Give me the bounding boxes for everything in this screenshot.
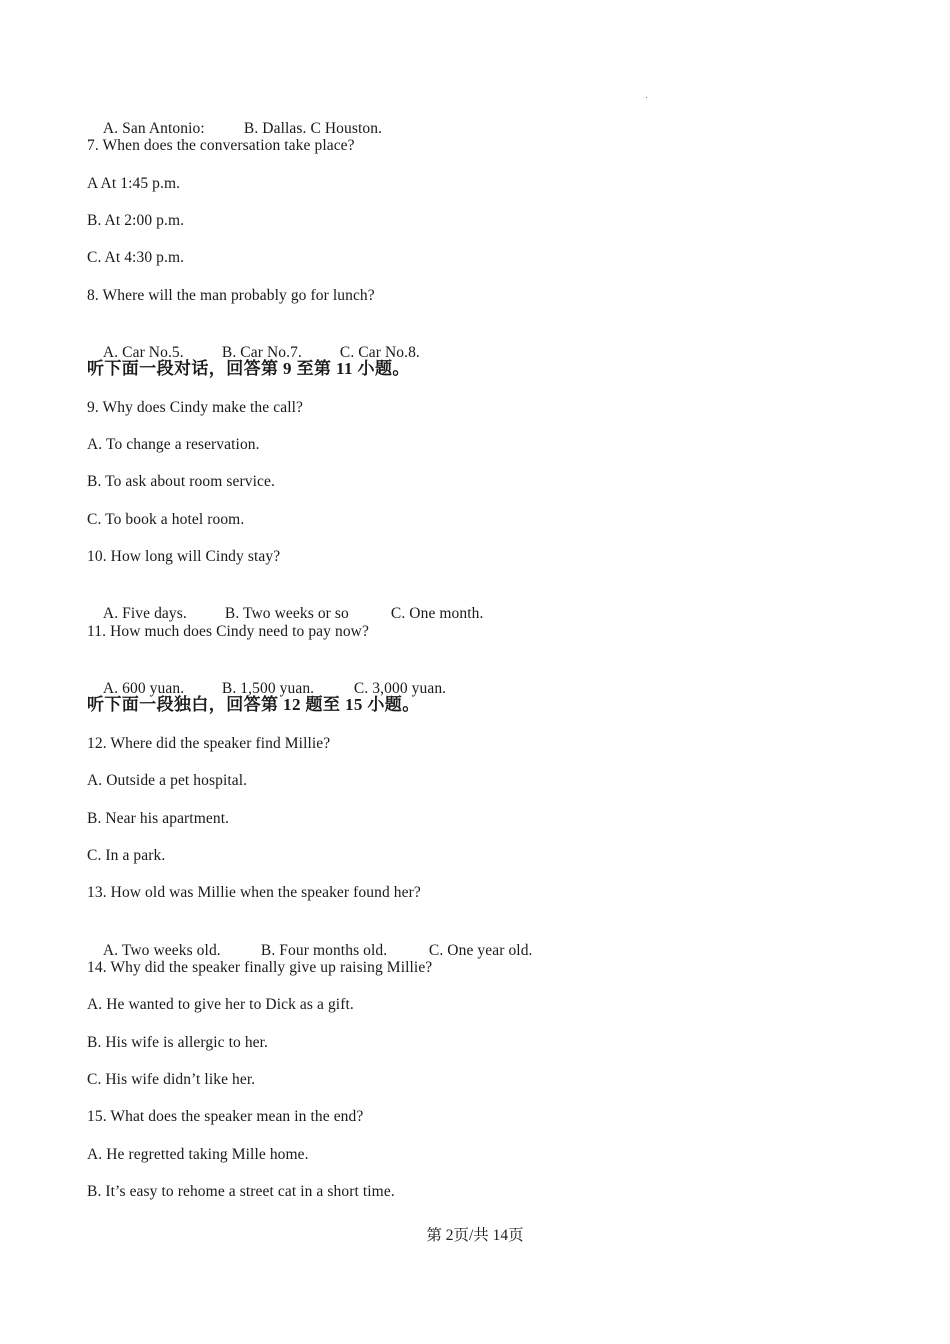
question-9: 9. Why does Cindy make the call? [87,399,303,416]
question-15: 15. What does the speaker mean in the end? [87,1108,364,1125]
question-9-option-b: B. To ask about room service. [87,473,275,490]
question-11: 11. How much does Cindy need to pay now? [87,623,369,640]
option-c: C. Car No.8. [339,344,420,361]
question-12: 12. Where did the speaker find Millie? [87,735,331,752]
option-b: B. 1,500 yuan. [221,680,315,697]
question-15-option-b: B. It’s easy to rehome a street cat in a short time. [87,1183,395,1200]
question-14: 14. Why did the speaker finally give up raising Millie? [87,959,433,976]
option-b: B. Four months old. [260,942,388,959]
option-a: A. Car No.5. [102,344,184,361]
option-a: A. San Antonio: [102,120,205,137]
question-14-option-c: C. His wife didn’t like her. [87,1071,256,1088]
option-b: B. Car No.7. [221,344,302,361]
question-7-option-b: B. At 2:00 p.m. [87,212,185,229]
question-12-option-c: C. In a park. [87,847,166,864]
option-a: A. Two weeks old. [102,942,221,959]
option-c: C. One month. [390,605,484,622]
option-b-c: B. Dallas. C Houston. [243,120,383,137]
option-a: A. 600 yuan. [102,680,185,697]
section-heading-9-11: 听下面一段对话，回答第 9 至第 11 小题。 [87,359,410,378]
question-10: 10. How long will Cindy stay? [87,548,281,565]
question-13: 13. How old was Millie when the speaker found her? [87,884,421,901]
section-heading-12-15: 听下面一段独白，回答第 12 题至 15 小题。 [87,695,420,714]
question-14-option-a: A. He wanted to give her to Dick as a gift. [87,996,354,1013]
question-12-option-a: A. Outside a pet hospital. [87,772,248,789]
question-7: 7. When does the conversation take place? [87,137,355,154]
page-number-footer: 第 2页/共 14页 [426,1227,524,1244]
question-9-option-a: A. To change a reservation. [87,436,260,453]
stray-mark [646,97,647,98]
question-7-option-c: C. At 4:30 p.m. [87,249,185,266]
option-b: B. Two weeks or so [224,605,349,622]
option-a: A. Five days. [102,605,187,622]
option-c: C. 3,000 yuan. [353,680,447,697]
question-7-option-a: A At 1:45 p.m. [87,175,181,192]
question-15-option-a: A. He regretted taking Mille home. [87,1146,309,1163]
question-8: 8. Where will the man probably go for lunch? [87,287,375,304]
option-c: C. One year old. [428,942,533,959]
question-14-option-b: B. His wife is allergic to her. [87,1034,269,1051]
question-12-option-b: B. Near his apartment. [87,810,230,827]
question-9-option-c: C. To book a hotel room. [87,511,245,528]
